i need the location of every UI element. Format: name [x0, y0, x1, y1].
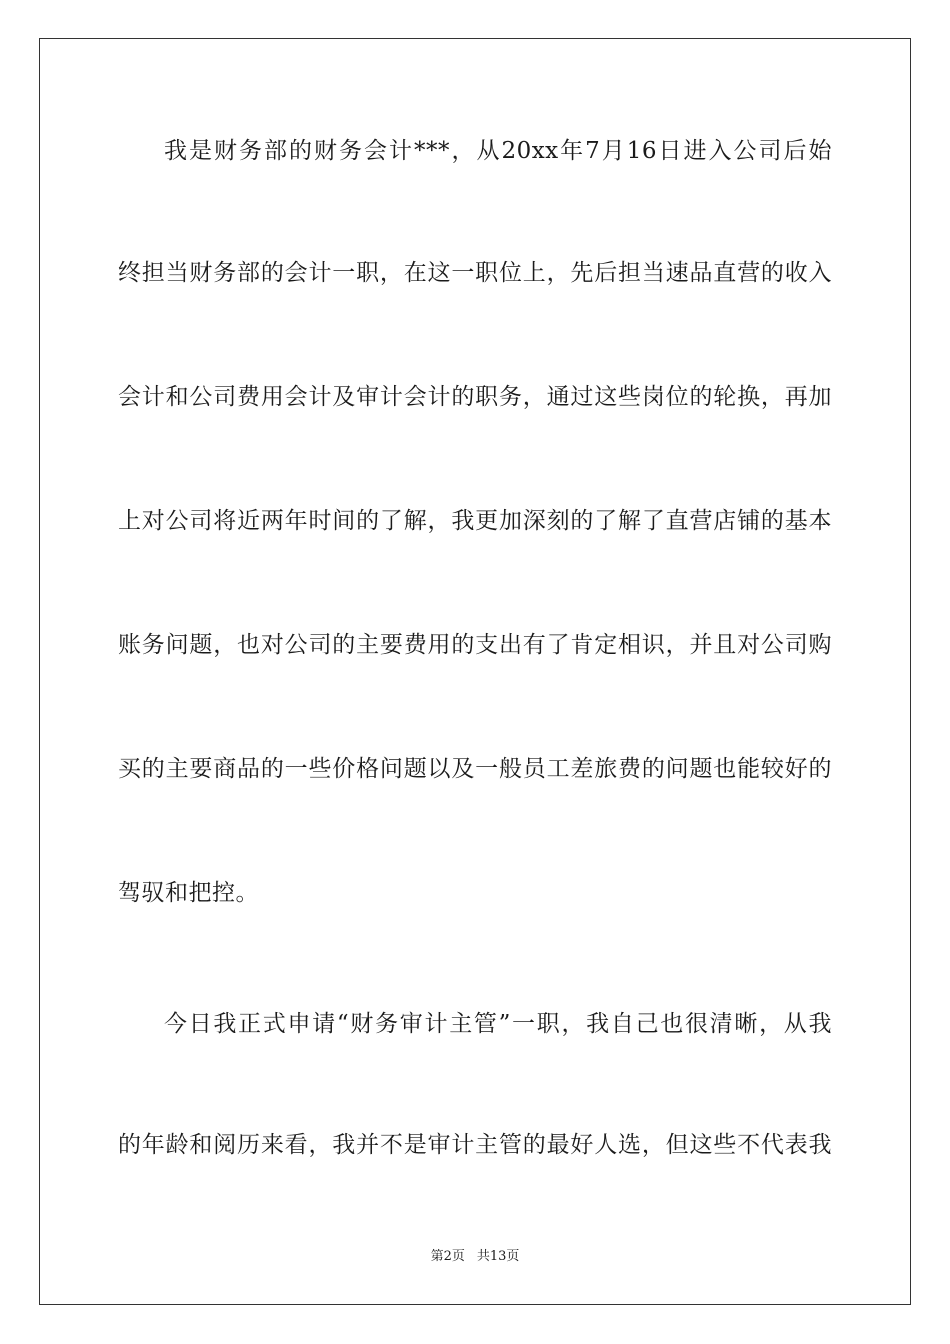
page-number: 第2页	[430, 1249, 465, 1264]
page-footer	[0, 1248, 950, 1266]
paragraph-1-line-4: 上对公司将近两年时间的了解，我更加深刻的了解了直营店铺的基本	[118, 508, 832, 534]
paragraph-2-line-1: 今日我正式申请“财务审计主管”一职，我自己也很清晰，从我	[164, 1011, 832, 1037]
paragraph-1-line-7: 驾驭和把控。	[118, 880, 259, 906]
page-total: 共13页	[476, 1249, 520, 1264]
paragraph-1-line-2: 终担当财务部的会计一职，在这一职位上，先后担当速品直营的收入	[118, 260, 832, 286]
paragraph-1-line-6: 买的主要商品的一些价格问题以及一般员工差旅费的问题也能较好的	[118, 756, 832, 782]
paragraph-1-line-1: 我是财务部的财务会计***，从20xx年7月16日进入公司后始	[164, 138, 832, 164]
paragraph-2-line-2: 的年龄和阅历来看，我并不是审计主管的最好人选，但这些不代表我	[118, 1132, 832, 1158]
paragraph-1-line-3: 会计和公司费用会计及审计会计的职务，通过这些岗位的轮换，再加	[118, 384, 832, 410]
paragraph-1-line-5: 账务问题，也对公司的主要费用的支出有了肯定相识，并且对公司购	[118, 632, 832, 658]
page-border	[39, 38, 911, 1305]
